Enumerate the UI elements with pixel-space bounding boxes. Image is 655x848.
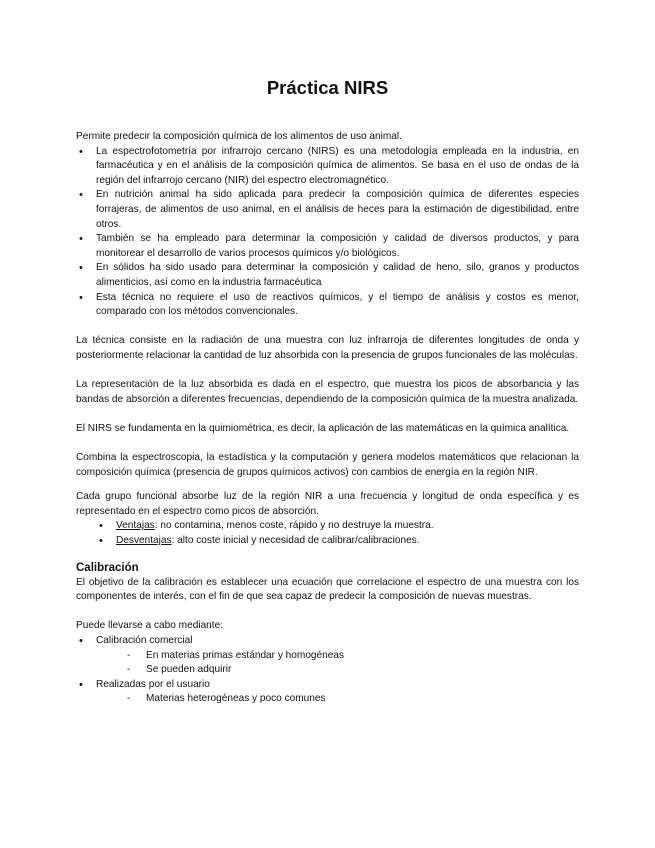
paragraph-technique: La técnica consiste en la radiación de una muestra con luz infrarroja de diferentes longitudes de onda y posteriormente relacionar la cantidad de luz absorbida con la presencia de grupos funcionales de las moléculas. [76, 335, 579, 361]
pros-cons-list [76, 519, 579, 548]
calibration-paragraph: El objetivo de la calibración es establecer una ecuación que correlacione el espectro de una muestra con los componentes de interés, con el fin de que sea capaz de predecir la composición de nuevas muestras. [76, 576, 579, 603]
paragraph-representation: La representación de la luz absorbida es dada en el espectro, que muestra los picos de absorbancia y las bandas de absorción a diferentes frecuencias, dependiendo de la composición química de la muestra analizada. [76, 379, 579, 405]
list-item: • En sólidos ha sido usado para determinar la composición y calidad de heno, silo, granos y productos alimenticios, así como en la industria farmacéutica [76, 261, 579, 290]
paragraph-functional-groups: Cada grupo funcional absorbe luz de la región NIR a una frecuencia y longitud de onda específica y es representado en el espectro como picos de absorción. [76, 491, 579, 517]
paragraph-combination: Combina la espectroscopia, la estadística y la computación y genera modelos matemáticos que relacionan la composición química (presencia de grupos químicos activos) con cambios de energía en la región NIR. [76, 452, 579, 478]
paragraph-chemometrics: El NIRS se fundamenta en la quimiométrica, es decir, la aplicación de las matemáticas en la química analítica. [76, 422, 570, 434]
nirs-features-list [76, 145, 579, 320]
list-item-user [76, 678, 579, 707]
cons-label: Desventajas [116, 535, 172, 547]
list-item: • La espectrofotometría por infrarrojo cercano (NIRS) es una metodología empleada en la industria, en farmacéutica y en el análisis de la composición química de alimentos. Se basa en el uso de ondas de la región del infrarrojo cercano (NIR) del espectro electromagnético. [76, 145, 579, 189]
list-item-commercial [76, 634, 579, 678]
sublist-item: - Se pueden adquirir [96, 663, 579, 678]
intro-paragraph: Permite predecir la composición química de los alimentos de uso animal. [76, 131, 402, 142]
section-heading-calibration: Calibración [76, 561, 139, 574]
cons-item [76, 534, 579, 549]
methods-intro: Puede llevarse a cabo mediante: [76, 620, 224, 632]
sublist-item: - En materias primas estándar y homogéneas [96, 649, 579, 664]
pros-text: : no contamina, menos coste, rápido y no destruye la muestra. [154, 520, 434, 532]
user-sublist [96, 692, 579, 707]
commercial-sublist [96, 649, 579, 678]
list-item: • También se ha empleado para determinar la composición y calidad de diversos productos, y para monitorear el desarrollo de varios procesos químicos y/o biológicos. [76, 232, 579, 261]
commercial-label: Calibración comercial [96, 635, 193, 646]
document-body [76, 0, 579, 707]
cons-text: : alto coste inicial y necesidad de calibrar/calibraciones. [171, 535, 420, 547]
pros-label: Ventajas [116, 520, 155, 532]
list-item: • En nutrición animal ha sido aplicada para predecir la composición química de diferentes especies forrajeras, de alimentos de uso animal, en el análisis de heces para la estimación de digestibilidad, entre otros. [76, 188, 579, 232]
user-label: Realizadas por el usuario [96, 678, 210, 690]
page-title: Práctica NIRS [266, 77, 389, 98]
sublist-item: - Materias heterogéneas y poco comunes [96, 692, 579, 707]
list-item: • Esta técnica no requiere el uso de reactivos químicos, y el tiempo de análisis y costos es menor, comparado con los métodos convencionales. [76, 291, 579, 320]
calibration-methods-list [76, 634, 579, 707]
pros-item [76, 519, 579, 534]
